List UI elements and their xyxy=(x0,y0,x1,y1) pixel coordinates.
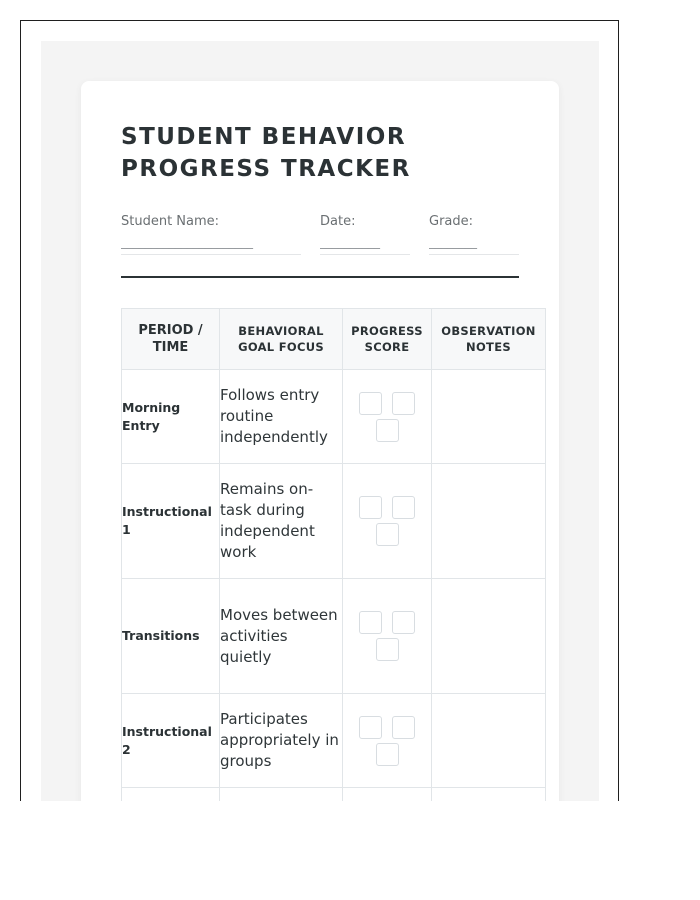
goal-cell xyxy=(220,788,343,802)
goal-cell: Remains on-task during independent work xyxy=(220,464,343,579)
score-checkbox[interactable] xyxy=(359,496,382,519)
student-name-field xyxy=(121,213,301,255)
score-checkbox[interactable] xyxy=(392,716,415,739)
student-name-input[interactable]: ______________________ xyxy=(121,234,301,255)
period-cell: Instructional 1 xyxy=(122,464,220,579)
score-checkbox[interactable] xyxy=(392,496,415,519)
notes-cell[interactable] xyxy=(432,579,546,694)
table-header-row xyxy=(122,309,546,370)
grade-label: Grade: xyxy=(429,214,474,229)
score-checkbox[interactable] xyxy=(392,611,415,634)
score-checkbox[interactable] xyxy=(376,419,399,442)
behavior-table xyxy=(121,308,546,801)
student-name-label: Student Name: xyxy=(121,214,220,229)
score-cell xyxy=(343,579,432,694)
page-title: STUDENT BEHAVIOR PROGRESS TRACKER xyxy=(121,124,411,182)
score-checkbox[interactable] xyxy=(376,638,399,661)
tracker-card xyxy=(81,81,559,801)
score-cell xyxy=(343,464,432,579)
date-label: Date: xyxy=(320,214,356,229)
goal-cell: Follows entry routine independently xyxy=(220,370,343,464)
date-input[interactable]: __________ xyxy=(320,234,410,255)
notes-cell[interactable] xyxy=(432,694,546,788)
goal-cell: Participates appropriately in groups xyxy=(220,694,343,788)
score-cell xyxy=(343,370,432,464)
period-cell xyxy=(122,788,220,802)
header-score: PROGRESS SCORE xyxy=(343,309,432,370)
score-checkbox[interactable] xyxy=(376,523,399,546)
score-checkbox[interactable] xyxy=(359,611,382,634)
score-cell xyxy=(343,788,432,802)
score-box-group xyxy=(351,716,423,766)
score-box-group xyxy=(351,496,423,546)
score-checkbox[interactable] xyxy=(392,392,415,415)
header-period: PERIOD / TIME xyxy=(122,309,220,370)
period-cell: Morning Entry xyxy=(122,370,220,464)
header-divider xyxy=(121,276,519,278)
notes-cell[interactable] xyxy=(432,370,546,464)
score-checkbox[interactable] xyxy=(376,743,399,766)
table-row xyxy=(122,370,546,464)
table-row xyxy=(122,694,546,788)
period-cell: Transitions xyxy=(122,579,220,694)
score-cell xyxy=(343,694,432,788)
score-box-group xyxy=(351,392,423,442)
score-checkbox[interactable] xyxy=(359,716,382,739)
header-goal: BEHAVIORAL GOAL FOCUS xyxy=(220,309,343,370)
goal-cell: Moves between activities quietly xyxy=(220,579,343,694)
score-box-group xyxy=(351,611,423,661)
table-row xyxy=(122,464,546,579)
page-frame xyxy=(20,20,619,801)
notes-cell[interactable] xyxy=(432,788,546,802)
notes-cell[interactable] xyxy=(432,464,546,579)
date-field xyxy=(320,213,410,255)
header-notes: OBSERVATION NOTES xyxy=(432,309,546,370)
grade-field xyxy=(429,213,519,255)
period-cell: Instructional 2 xyxy=(122,694,220,788)
score-checkbox[interactable] xyxy=(359,392,382,415)
table-row xyxy=(122,788,546,802)
page-background xyxy=(41,41,599,801)
table-row xyxy=(122,579,546,694)
grade-input[interactable]: ________ xyxy=(429,234,519,255)
